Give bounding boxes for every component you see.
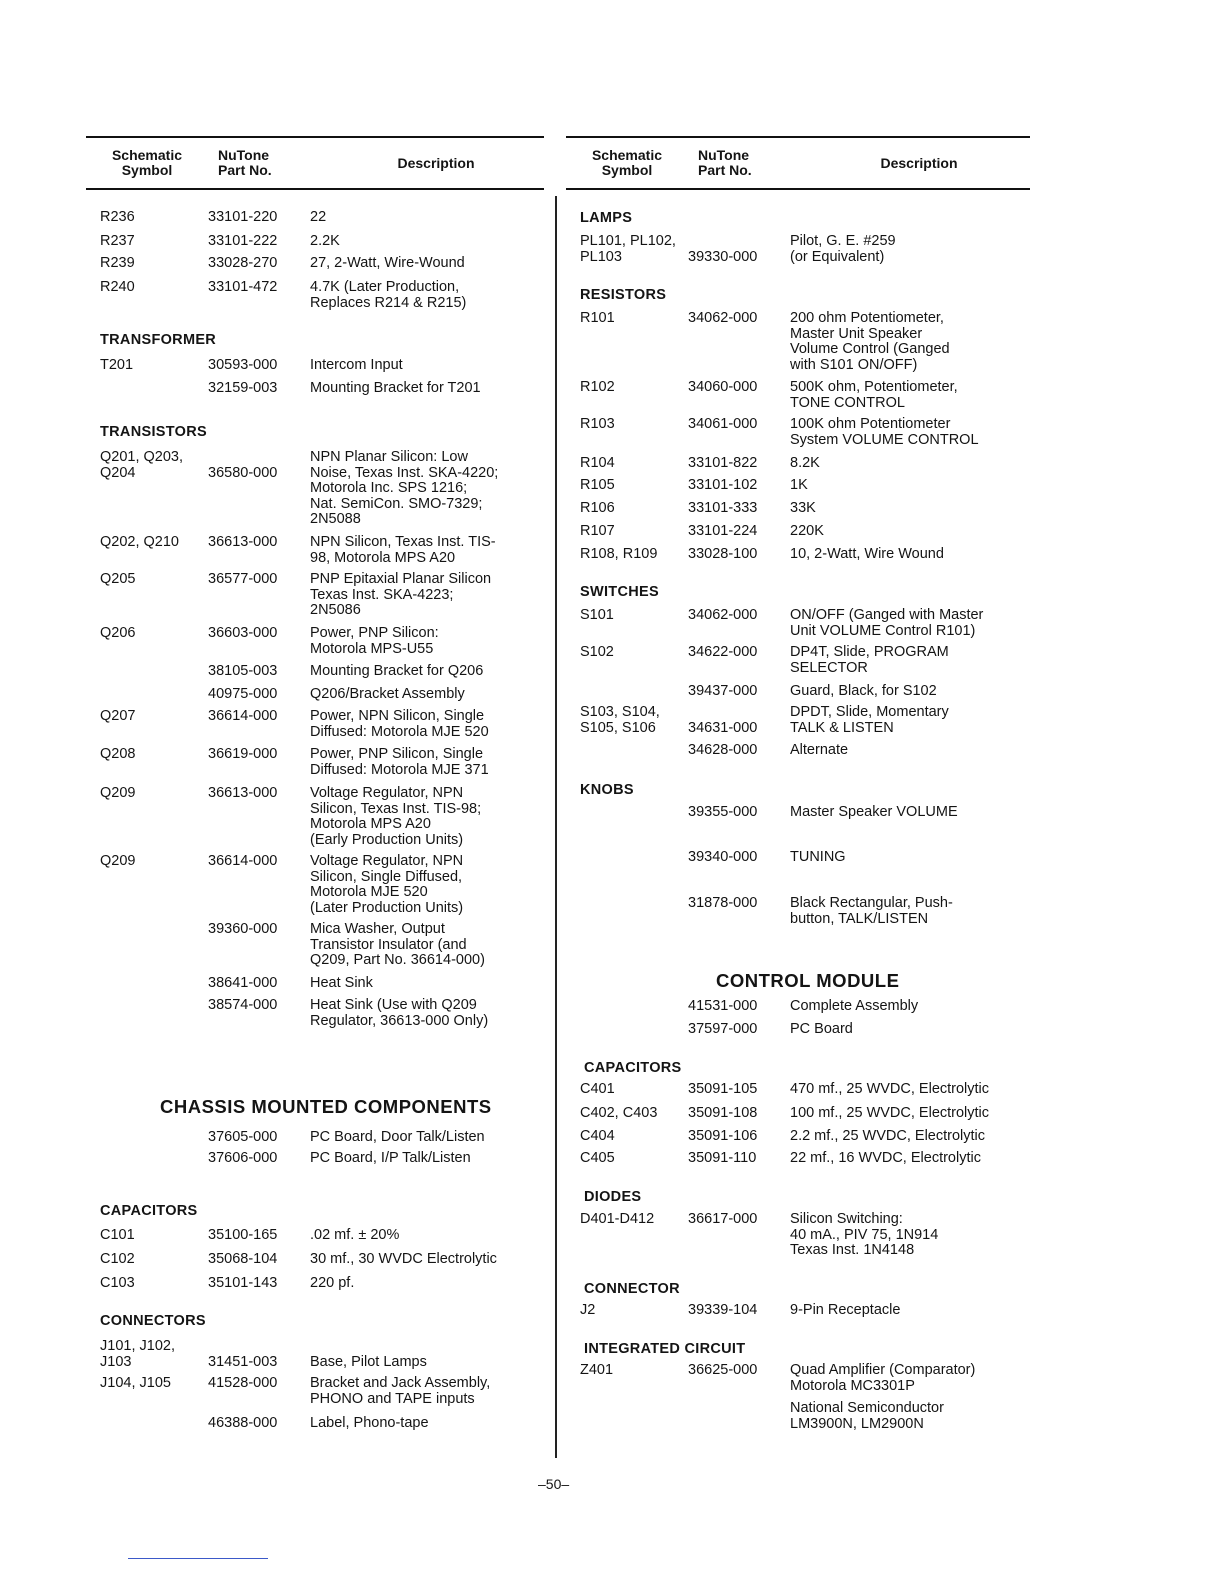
description-cell: DPDT, Slide, Momentary TALK & LISTEN bbox=[790, 704, 949, 736]
part-number-cell: 38641-000 bbox=[208, 975, 278, 991]
section-title-control-module: CONTROL MODULE bbox=[716, 970, 900, 991]
footer-rule bbox=[128, 1558, 268, 1559]
description-cell: PNP Epitaxial Planar Silicon Texas Inst. SKA-4223; 2N5086 bbox=[310, 571, 492, 618]
table-row bbox=[86, 358, 544, 374]
table-row bbox=[566, 1363, 1030, 1394]
schematic-symbol-cell: S102 bbox=[580, 644, 614, 660]
part-number-cell: 31878-000 bbox=[688, 895, 758, 911]
section-title-transistors: TRANSISTORS bbox=[100, 424, 207, 440]
table-row bbox=[566, 234, 1030, 265]
table-row bbox=[566, 501, 1030, 517]
section-title-knobs: KNOBS bbox=[580, 782, 634, 798]
header-schematic-symbol: Schematic Symbol bbox=[591, 147, 663, 178]
part-number-cell: 35091-105 bbox=[688, 1081, 758, 1097]
schematic-symbol-cell bbox=[86, 1416, 208, 1432]
description-cell: Quad Amplifier (Comparator) Motorola MC3301P bbox=[790, 1362, 976, 1394]
part-number-cell: 38574-000 bbox=[208, 997, 278, 1013]
part-number-cell: 34060-000 bbox=[688, 379, 758, 395]
description-cell: 30 mf., 30 WVDC Electrolytic bbox=[310, 1251, 497, 1267]
description-cell: 27, 2-Watt, Wire-Wound bbox=[310, 255, 465, 271]
description-cell: NPN Silicon, Texas Inst. TIS- 98, Motorola MPS A20 bbox=[310, 534, 496, 566]
table-row bbox=[86, 1276, 544, 1292]
description-cell: PC Board, I/P Talk/Listen bbox=[310, 1150, 471, 1166]
table-row bbox=[566, 805, 1030, 821]
description-cell: ON/OFF (Ganged with Master Unit VOLUME Control R101) bbox=[790, 607, 984, 639]
description-cell: Voltage Regulator, NPN Silicon, Texas Inst. TIS-98; Motorola MPS A20 (Early Production Units) bbox=[310, 785, 482, 848]
table-row bbox=[566, 1082, 1030, 1098]
description-cell: Mounting Bracket for T201 bbox=[310, 380, 481, 396]
schematic-symbol-cell: R239 bbox=[100, 255, 135, 271]
part-number-cell: 33028-100 bbox=[688, 546, 758, 562]
description-cell: 470 mf., 25 WVDC, Electrolytic bbox=[790, 1081, 990, 1097]
description-cell: Power, PNP Silicon, Single Diffused: Motorola MJE 371 bbox=[310, 746, 489, 778]
description-cell: 4.7K (Later Production, Replaces R214 & R215) bbox=[310, 279, 467, 311]
part-number-cell: 35068-104 bbox=[208, 1251, 278, 1267]
schematic-symbol-cell: R103 bbox=[580, 416, 615, 432]
table-row bbox=[566, 417, 1030, 448]
table-row bbox=[86, 664, 544, 680]
description-cell: Bracket and Jack Assembly, PHONO and TAPE inputs bbox=[310, 1375, 491, 1407]
part-number-cell: 39437-000 bbox=[688, 683, 758, 699]
description-cell: Heat Sink (Use with Q209 Regulator, 36613-000 Only) bbox=[310, 997, 489, 1029]
description-cell: Guard, Black, for S102 bbox=[790, 683, 937, 699]
schematic-symbol-cell bbox=[86, 1130, 208, 1146]
part-number-cell: 33101-102 bbox=[688, 477, 758, 493]
table-row bbox=[86, 1228, 544, 1244]
table-row bbox=[86, 922, 544, 969]
table-row bbox=[86, 687, 544, 703]
part-number-cell: 35101-143 bbox=[208, 1275, 278, 1291]
part-number-cell: 37597-000 bbox=[688, 1021, 758, 1037]
section-title-switches: SWITCHES bbox=[580, 584, 659, 600]
part-number-cell: 41531-000 bbox=[688, 998, 758, 1014]
table-row bbox=[86, 747, 544, 778]
schematic-symbol-cell: R107 bbox=[580, 523, 615, 539]
part-number-cell: 41528-000 bbox=[208, 1375, 278, 1391]
description-cell: PC Board bbox=[790, 1021, 853, 1037]
schematic-symbol-cell: C103 bbox=[100, 1275, 135, 1291]
part-number-cell: 36617-000 bbox=[688, 1211, 758, 1227]
table-row bbox=[566, 524, 1030, 540]
part-number-cell: 36619-000 bbox=[208, 746, 278, 762]
description-cell: 8.2K bbox=[790, 455, 820, 471]
description-cell: 500K ohm, Potentiometer, TONE CONTROL bbox=[790, 379, 958, 411]
right-table-header bbox=[566, 138, 1030, 190]
section-title-lamps: LAMPS bbox=[580, 210, 633, 226]
schematic-symbol-cell: C102 bbox=[100, 1251, 135, 1267]
section-title-capacitors: CAPACITORS bbox=[584, 1060, 682, 1076]
part-number-cell: 36603-000 bbox=[208, 625, 278, 641]
description-cell: 2.2K bbox=[310, 233, 340, 249]
part-number-cell: 38105-003 bbox=[208, 663, 278, 679]
schematic-symbol-cell bbox=[566, 896, 688, 927]
table-row bbox=[86, 381, 544, 397]
left-table-header bbox=[86, 138, 544, 190]
part-number-cell: 33101-822 bbox=[688, 455, 758, 471]
part-number-cell: 36625-000 bbox=[688, 1362, 758, 1378]
header-description: Description bbox=[880, 154, 958, 171]
table-row bbox=[566, 547, 1030, 563]
schematic-symbol-cell: Q209 bbox=[100, 853, 136, 869]
part-number-cell: 33101-222 bbox=[208, 233, 278, 249]
description-cell: Q206/Bracket Assembly bbox=[310, 686, 465, 702]
schematic-symbol-cell: S103, S104, S105, S106 bbox=[580, 704, 660, 736]
schematic-symbol-cell bbox=[566, 999, 688, 1015]
table-row bbox=[86, 572, 544, 619]
table-row bbox=[86, 535, 544, 566]
part-number-cell: 35091-106 bbox=[688, 1128, 758, 1144]
header-schematic-symbol: Schematic Symbol bbox=[111, 147, 183, 178]
part-number-cell: 39355-000 bbox=[688, 804, 758, 820]
left-column bbox=[86, 136, 544, 1431]
part-number-cell: 34061-000 bbox=[688, 416, 758, 432]
description-cell: Black Rectangular, Push- button, TALK/LISTEN bbox=[790, 895, 953, 927]
table-row bbox=[86, 998, 544, 1029]
table-row bbox=[566, 999, 1030, 1015]
description-cell: 200 ohm Potentiometer, Master Unit Speaker Volume Control (Ganged with S101 ON/OFF) bbox=[790, 310, 950, 373]
part-number-cell: 39330-000 bbox=[688, 248, 758, 265]
section-title-integrated-circuit: INTEGRATED CIRCUIT bbox=[584, 1341, 746, 1357]
description-cell: PC Board, Door Talk/Listen bbox=[310, 1129, 485, 1145]
part-number-cell: 34622-000 bbox=[688, 644, 758, 660]
schematic-symbol-cell: D401-D412 bbox=[580, 1211, 655, 1227]
header-part-no: NuTone Part No. bbox=[698, 147, 752, 178]
schematic-symbol-cell: C404 bbox=[580, 1128, 615, 1144]
table-row bbox=[566, 850, 1030, 866]
schematic-symbol-cell: S101 bbox=[580, 607, 614, 623]
table-row bbox=[566, 645, 1030, 676]
column-divider bbox=[555, 196, 557, 1458]
table-row bbox=[86, 854, 544, 916]
schematic-symbol-cell: R106 bbox=[580, 500, 615, 516]
section-title-transformer: TRANSFORMER bbox=[100, 332, 217, 348]
section-title-diodes: DIODES bbox=[584, 1189, 642, 1205]
description-cell: Base, Pilot Lamps bbox=[310, 1353, 427, 1370]
section-title-resistors: RESISTORS bbox=[580, 287, 667, 303]
schematic-symbol-cell bbox=[566, 1401, 688, 1432]
schematic-symbol-cell bbox=[86, 922, 208, 969]
part-number-cell: 46388-000 bbox=[208, 1415, 278, 1431]
description-cell: 220K bbox=[790, 523, 824, 539]
description-cell: National Semiconductor LM3900N, LM2900N bbox=[790, 1400, 944, 1432]
part-number-cell: 36614-000 bbox=[208, 708, 278, 724]
description-cell: TUNING bbox=[790, 849, 846, 865]
description-cell: 9-Pin Receptacle bbox=[790, 1302, 901, 1318]
part-number-cell: 34628-000 bbox=[688, 742, 758, 758]
table-row bbox=[566, 478, 1030, 494]
schematic-symbol-cell: Q201, Q203, Q204 bbox=[100, 449, 184, 481]
table-row bbox=[86, 1376, 544, 1407]
description-cell: 100K ohm Potentiometer System VOLUME CONTROL bbox=[790, 416, 979, 448]
part-number-cell: 37605-000 bbox=[208, 1129, 278, 1145]
description-cell: Power, PNP Silicon: Motorola MPS-U55 bbox=[310, 625, 439, 657]
table-row bbox=[86, 210, 544, 226]
schematic-symbol-cell: T201 bbox=[100, 357, 134, 373]
page-number: –50– bbox=[538, 1476, 570, 1492]
table-row bbox=[566, 608, 1030, 639]
schematic-symbol-cell: J101, J102, J103 bbox=[100, 1338, 175, 1370]
part-number-cell: 31451-003 bbox=[208, 1353, 278, 1370]
part-number-cell: 35091-110 bbox=[688, 1150, 757, 1166]
schematic-symbol-cell: J104, J105 bbox=[100, 1375, 171, 1391]
schematic-symbol-cell bbox=[86, 976, 208, 992]
description-cell: 33K bbox=[790, 500, 816, 516]
schematic-symbol-cell: R101 bbox=[580, 310, 615, 326]
part-number-cell: 39340-000 bbox=[688, 849, 758, 865]
description-cell: 100 mf., 25 WVDC, Electrolytic bbox=[790, 1105, 990, 1121]
schematic-symbol-cell: R236 bbox=[100, 209, 135, 225]
part-number-cell bbox=[688, 1401, 790, 1432]
part-number-cell: 33101-472 bbox=[208, 279, 278, 295]
schematic-symbol-cell: Q209 bbox=[100, 785, 136, 801]
table-row bbox=[86, 280, 544, 311]
part-number-cell: 36580-000 bbox=[208, 464, 278, 481]
right-column bbox=[566, 136, 1030, 1432]
schematic-symbol-cell: PL101, PL102, PL103 bbox=[580, 233, 676, 265]
table-row bbox=[86, 256, 544, 272]
schematic-symbol-cell bbox=[86, 687, 208, 703]
section-title-connectors: CONNECTORS bbox=[100, 1313, 206, 1329]
description-cell: Mounting Bracket for Q206 bbox=[310, 663, 484, 679]
table-row bbox=[86, 1252, 544, 1268]
schematic-symbol-cell bbox=[566, 805, 688, 821]
description-cell: NPN Planar Silicon: Low Noise, Texas Inst. SKA-4220; Motorola Inc. SPS 1216; Nat. SemiCon. SMO-7329; 2N5088 bbox=[310, 449, 499, 527]
table-row bbox=[566, 684, 1030, 700]
table-row bbox=[566, 380, 1030, 411]
schematic-symbol-cell: C405 bbox=[580, 1150, 615, 1166]
schematic-symbol-cell bbox=[566, 850, 688, 866]
schematic-symbol-cell: R102 bbox=[580, 379, 615, 395]
table-row bbox=[566, 311, 1030, 373]
description-cell: Heat Sink bbox=[310, 975, 373, 991]
description-cell: DP4T, Slide, PROGRAM SELECTOR bbox=[790, 644, 949, 676]
part-number-cell: 34062-000 bbox=[688, 310, 758, 326]
schematic-symbol-cell: R237 bbox=[100, 233, 135, 249]
table-row bbox=[566, 743, 1030, 759]
description-cell: 22 mf., 16 WVDC, Electrolytic bbox=[790, 1150, 981, 1166]
table-row bbox=[566, 1151, 1030, 1167]
schematic-symbol-cell bbox=[86, 381, 208, 397]
description-cell: Label, Phono-tape bbox=[310, 1415, 429, 1431]
table-row bbox=[86, 786, 544, 848]
schematic-symbol-cell: R240 bbox=[100, 279, 135, 295]
section-title-chassis-mounted-components: CHASSIS MOUNTED COMPONENTS bbox=[160, 1096, 492, 1117]
table-row bbox=[566, 896, 1030, 927]
part-number-cell: 35091-108 bbox=[688, 1105, 758, 1121]
part-number-cell: 33028-270 bbox=[208, 255, 278, 271]
description-cell: 1K bbox=[790, 477, 808, 493]
schematic-symbol-cell: J2 bbox=[580, 1302, 596, 1318]
part-number-cell: 33101-220 bbox=[208, 209, 278, 225]
part-number-cell: 36577-000 bbox=[208, 571, 278, 587]
schematic-symbol-cell bbox=[566, 684, 688, 700]
part-number-cell: 35100-165 bbox=[208, 1227, 278, 1243]
schematic-symbol-cell bbox=[566, 743, 688, 759]
schematic-symbol-cell: C101 bbox=[100, 1227, 135, 1243]
table-row bbox=[86, 450, 544, 528]
table-row bbox=[86, 1416, 544, 1432]
table-row bbox=[566, 456, 1030, 472]
table-row bbox=[566, 1022, 1030, 1038]
schematic-symbol-cell bbox=[86, 664, 208, 680]
part-number-cell: 39339-104 bbox=[688, 1302, 758, 1318]
description-cell: Power, NPN Silicon, Single Diffused: Motorola MJE 520 bbox=[310, 708, 489, 740]
table-row bbox=[566, 705, 1030, 736]
schematic-symbol-cell: R108, R109 bbox=[580, 546, 658, 562]
schematic-symbol-cell bbox=[86, 998, 208, 1029]
description-cell: Mica Washer, Output Transistor Insulator (and Q209, Part No. 36614-000) bbox=[310, 921, 485, 968]
schematic-symbol-cell: Q207 bbox=[100, 708, 136, 724]
header-part-no: NuTone Part No. bbox=[218, 147, 272, 178]
description-cell: Silicon Switching: 40 mA., PIV 75, 1N914 Texas Inst. 1N4148 bbox=[790, 1211, 939, 1258]
part-number-cell: 34631-000 bbox=[688, 719, 758, 736]
table-row bbox=[566, 1106, 1030, 1122]
schematic-symbol-cell bbox=[86, 1151, 208, 1167]
part-number-cell: 37606-000 bbox=[208, 1150, 278, 1166]
header-description: Description bbox=[397, 154, 475, 171]
table-row bbox=[566, 1129, 1030, 1145]
table-row bbox=[86, 234, 544, 250]
part-number-cell: 36614-000 bbox=[208, 853, 278, 869]
description-cell: Voltage Regulator, NPN Silicon, Single Diffused, Motorola MJE 520 (Later Production Units) bbox=[310, 853, 464, 916]
description-cell: Complete Assembly bbox=[790, 998, 919, 1014]
part-number-cell: 36613-000 bbox=[208, 785, 278, 801]
table-row bbox=[566, 1401, 1030, 1432]
part-number-cell: 33101-333 bbox=[688, 500, 758, 516]
table-row bbox=[566, 1303, 1030, 1319]
description-cell: Intercom Input bbox=[310, 357, 403, 373]
schematic-symbol-cell: Z401 bbox=[580, 1362, 614, 1378]
description-cell: 220 pf. bbox=[310, 1275, 355, 1291]
part-number-cell: 39360-000 bbox=[208, 921, 278, 937]
schematic-symbol-cell: Q205 bbox=[100, 571, 136, 587]
section-title-capacitors: CAPACITORS bbox=[100, 1203, 198, 1219]
part-number-cell: 33101-224 bbox=[688, 523, 758, 539]
table-row bbox=[86, 709, 544, 740]
part-number-cell: 40975-000 bbox=[208, 686, 278, 702]
description-cell: Master Speaker VOLUME bbox=[790, 804, 958, 820]
schematic-symbol-cell: R104 bbox=[580, 455, 615, 471]
table-row bbox=[86, 1339, 544, 1370]
part-number-cell: 34062-000 bbox=[688, 607, 758, 623]
table-row bbox=[86, 976, 544, 992]
part-number-cell: 30593-000 bbox=[208, 357, 278, 373]
table-row bbox=[566, 1212, 1030, 1259]
schematic-symbol-cell: C401 bbox=[580, 1081, 615, 1097]
schematic-symbol-cell: Q208 bbox=[100, 746, 136, 762]
description-cell: Alternate bbox=[790, 742, 849, 758]
schematic-symbol-cell: Q206 bbox=[100, 625, 136, 641]
part-number-cell: 36613-000 bbox=[208, 534, 278, 550]
table-row bbox=[86, 626, 544, 657]
description-cell: 22 bbox=[310, 209, 327, 225]
description-cell: 10, 2-Watt, Wire Wound bbox=[790, 546, 944, 562]
part-number-cell: 32159-003 bbox=[208, 380, 278, 396]
schematic-symbol-cell bbox=[566, 1022, 688, 1038]
description-cell: .02 mf. ± 20% bbox=[310, 1227, 400, 1243]
description-cell: Pilot, G. E. #259 (or Equivalent) bbox=[790, 233, 896, 265]
table-row bbox=[86, 1151, 544, 1167]
schematic-symbol-cell: C402, C403 bbox=[580, 1105, 658, 1121]
table-row bbox=[86, 1130, 544, 1146]
section-title-connector: CONNECTOR bbox=[584, 1281, 680, 1297]
description-cell: 2.2 mf., 25 WVDC, Electrolytic bbox=[790, 1128, 985, 1144]
schematic-symbol-cell: R105 bbox=[580, 477, 615, 493]
schematic-symbol-cell: Q202, Q210 bbox=[100, 534, 179, 550]
